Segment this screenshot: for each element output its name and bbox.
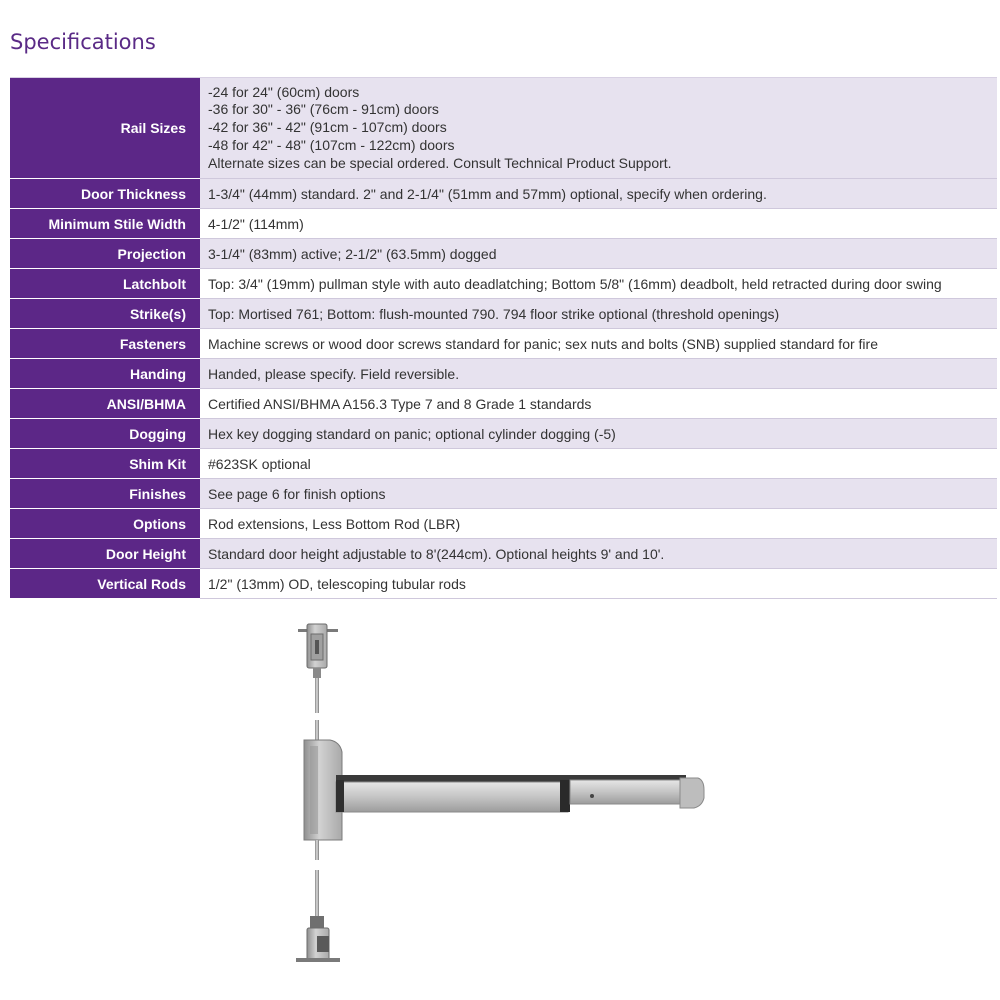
row-value: Certified ANSI/BHMA A156.3 Type 7 and 8 Grade 1 standards [200,389,997,419]
rail-size-line: Alternate sizes can be special ordered. Consult Technical Product Support. [208,154,672,171]
table-row [10,299,997,329]
table-row [10,509,997,539]
exit-device-illustration [290,620,720,970]
row-label: Finishes [10,479,200,509]
row-value: 1/2" (13mm) OD, telescoping tubular rods [200,569,997,599]
row-value: See page 6 for finish options [200,479,997,509]
row-value: 3-1/4" (83mm) active; 2-1/2" (63.5mm) dogged [200,239,997,269]
table-row [10,569,997,599]
row-value: Top: Mortised 761; Bottom: flush-mounted 790. 794 floor strike optional (threshold openings) [200,299,997,329]
row-value: #623SK optional [200,449,997,479]
row-label: Door Thickness [10,179,200,209]
rail-size-line: -24 for 24" (60cm) doors [208,83,360,100]
row-value: Hex key dogging standard on panic; optional cylinder dogging (-5) [200,419,997,449]
page-title: Specifications [10,30,156,54]
table-row [10,389,997,419]
row-label: Dogging [10,419,200,449]
table-row [10,179,997,209]
top-latch [298,624,338,678]
table-row [10,359,997,389]
row-label: Latchbolt [10,269,200,299]
bottom-rod-extension [315,870,319,918]
table-row [10,419,997,449]
row-label: Shim Kit [10,449,200,479]
top-rod-extension [315,720,319,740]
row-value: Standard door height adjustable to 8'(244cm). Optional heights 9' and 10'. [200,539,997,569]
row-label: Strike(s) [10,299,200,329]
row-value: Rod extensions, Less Bottom Rod (LBR) [200,509,997,539]
table-row [10,329,997,359]
table-row [10,269,997,299]
row-value: Top: 3/4" (19mm) pullman style with auto deadlatching; Bottom 5/8" (16mm) deadbolt, held retracted during door swing [200,269,997,299]
row-label: Vertical Rods [10,569,200,599]
row-label: Fasteners [10,329,200,359]
row-label: Handing [10,359,200,389]
bottom-rod [315,840,319,860]
table-row [10,449,997,479]
table-row [10,209,997,239]
rail-size-line: -36 for 30" - 36" (76cm - 91cm) doors [208,101,439,118]
table-row [10,479,997,509]
row-label: ANSI/BHMA [10,389,200,419]
table-row [10,239,997,269]
table-row [10,539,997,569]
top-rod [315,678,319,713]
rail-size-line: -48 for 42" - 48" (107cm - 122cm) doors [208,136,455,153]
row-label: Minimum Stile Width [10,209,200,239]
row-value: Handed, please specify. Field reversible. [200,359,997,389]
row-label: Door Height [10,539,200,569]
row-value [200,78,997,179]
specifications-table [10,77,997,599]
row-label: Projection [10,239,200,269]
row-label: Options [10,509,200,539]
table-row [10,78,997,179]
push-bar [336,775,704,812]
row-label: Rail Sizes [10,78,200,179]
row-value: Machine screws or wood door screws standard for panic; sex nuts and bolts (SNB) supplied standard for fire [200,329,997,359]
row-value: 4-1/2" (114mm) [200,209,997,239]
rail-size-line: -42 for 36" - 42" (91cm - 107cm) doors [208,119,447,136]
row-value: 1-3/4" (44mm) standard. 2" and 2-1/4" (51mm and 57mm) optional, specify when ordering. [200,179,997,209]
bottom-latch [296,916,340,962]
